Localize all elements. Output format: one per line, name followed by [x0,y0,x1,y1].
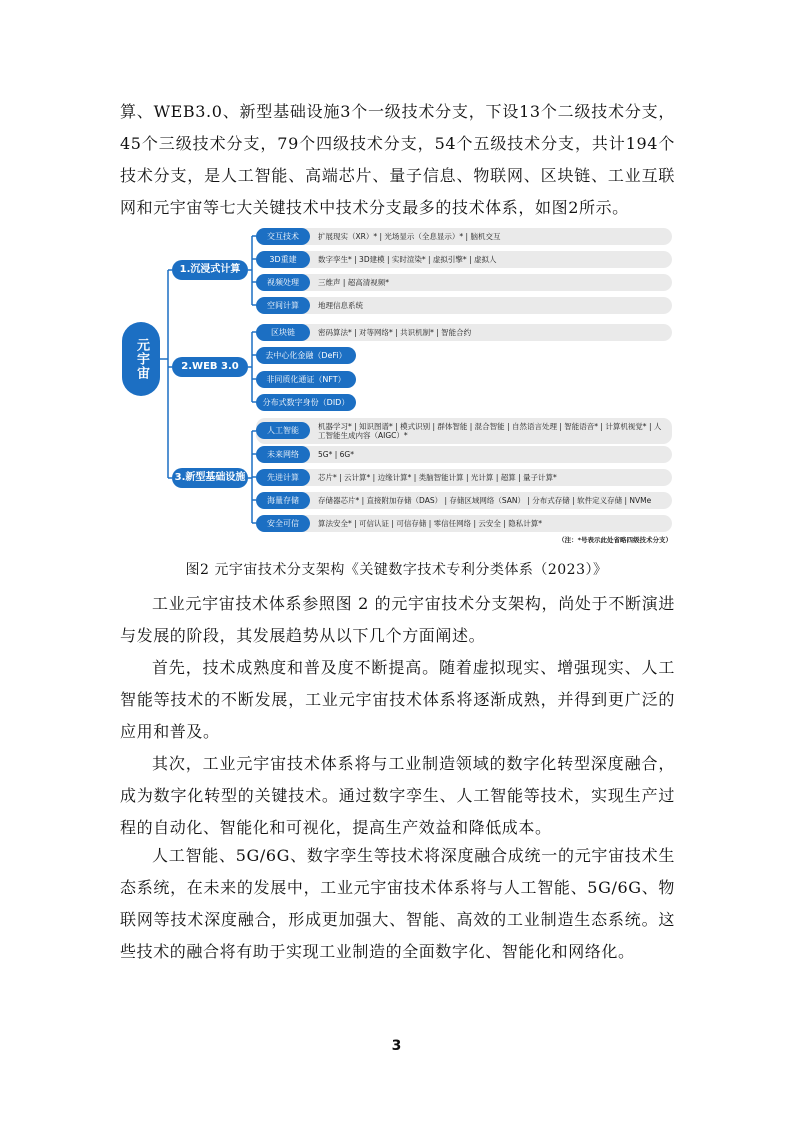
branch-row [256,371,356,388]
body-paragraph: 人工智能、5G/6G、数字孪生等技术将深度融合成统一的元宇宙技术生态系统，在未来的发展中，工业元宇宙技术体系将与人工智能、5G/6G、物联网等技术深度融合，形成更加强大、智能、高效的工业制造生态系统。这些技术的融合将有助于实现工业制造的全面数字化、智能化和网络化。 [120,846,675,961]
branch-row [256,228,672,245]
branch-row [256,394,356,411]
branch-items: 5G* | 6G* [318,450,354,459]
branch-items: 算法安全* | 可信认证 | 可信存储 | 零信任网络 | 云安全 | 隐私计算* [318,519,542,528]
branch-tag: 未来网络 [256,446,310,463]
branch-tag: 非同质化通证（NFT） [256,371,356,388]
branch-items: 地理信息系统 [318,301,363,310]
category-immersive-computing: 1.沉浸式计算 [172,260,248,280]
branch-row [256,515,672,532]
body-paragraph: 其次，工业元宇宙技术体系将与工业制造领域的数字化转型深度融合，成为数字化转型的关键技术。通过数字孪生、人工智能等技术，实现生产过程的自动化、智能化和可视化，提高生产效益和降低成本。 [120,754,675,837]
branch-row [256,251,672,268]
branch-tag: 交互技术 [256,228,310,245]
branch-tag: 人工智能 [256,422,310,439]
branch-row [256,469,672,486]
page-number: 3 [391,1038,402,1054]
root-node-metaverse: 元宇宙 [122,322,160,396]
branch-items: 机器学习* | 知识图谱* | 模式识别 | 群体智能 | 混合智能 | 自然语言处理 | 智能语音* | 计算机视觉* | 人工智能生成内容（AIGC）* [318,422,662,440]
branch-items: 数字孪生* | 3D建模 | 实时渲染* | 虚拟引擎* | 虚拟人 [318,255,497,264]
branch-tag: 安全可信 [256,515,310,532]
branch-items: 三维声 | 超高清视频* [318,278,390,287]
branch-items: 芯片* | 云计算* | 边缘计算* | 类脑智能计算 | 光计算 | 超算 | 量子计算* [318,473,557,482]
branch-tag: 海量存储 [256,492,310,509]
branch-tag: 空间计算 [256,297,310,314]
figure-footnote: （注：*号表示此处省略四级技术分支） [558,536,672,544]
branch-row [256,324,672,341]
branch-items: 存储器芯片* | 直接附加存储（DAS） | 存储区域网络（SAN） | 分布式存储 | 软件定义存储 | NVMe [318,496,652,505]
branch-tag: 区块链 [256,324,310,341]
body-paragraph: 工业元宇宙技术体系参照图 2 的元宇宙技术分支架构，尚处于不断演进与发展的阶段，其发展趋势从以下几个方面阐述。 [120,594,675,645]
metaverse-tech-tree-figure [118,224,678,548]
branch-row [256,492,672,509]
branch-tag: 先进计算 [256,469,310,486]
branch-items: 扩展现实（XR）* | 光场显示（全息显示）* | 脑机交互 [318,232,501,241]
branch-row [256,418,672,444]
branch-row [256,347,356,364]
branch-row [256,274,672,291]
branch-tag: 3D重建 [256,251,310,268]
branch-row [256,297,672,314]
branch-items: 密码算法* | 对等网络* | 共识机制* | 智能合约 [318,328,472,337]
branch-tag: 分布式数字身份（DID） [256,394,356,411]
category-new-infrastructure: 3.新型基础设施 [172,468,248,488]
body-paragraph: 首先，技术成熟度和普及度不断提高。随着虚拟现实、增强现实、人工智能等技术的不断发展，工业元宇宙技术体系将逐渐成熟，并得到更广泛的应用和普及。 [120,658,675,741]
figure-caption: 图2 元宇宙技术分支架构《关键数字技术专利分类体系（2023）》 [185,562,608,578]
branch-tag: 去中心化金融（DeFi） [256,347,356,364]
category-web3: 2.WEB 3.0 [172,357,248,377]
branch-tag: 视频处理 [256,274,310,291]
intro-paragraph: 算、WEB3.0、新型基础设施3个一级技术分支，下设13个二级技术分支，45个三级技术分支，79个四级技术分支，54个五级技术分支，共计194个技术分支，是人工智能、高端芯片、量子信息、物联网、区块链、工业互联网和元宇宙等七大关键技术中技术分支最多的技术体系，如图2所示。 [120,102,675,217]
branch-row [256,446,672,463]
